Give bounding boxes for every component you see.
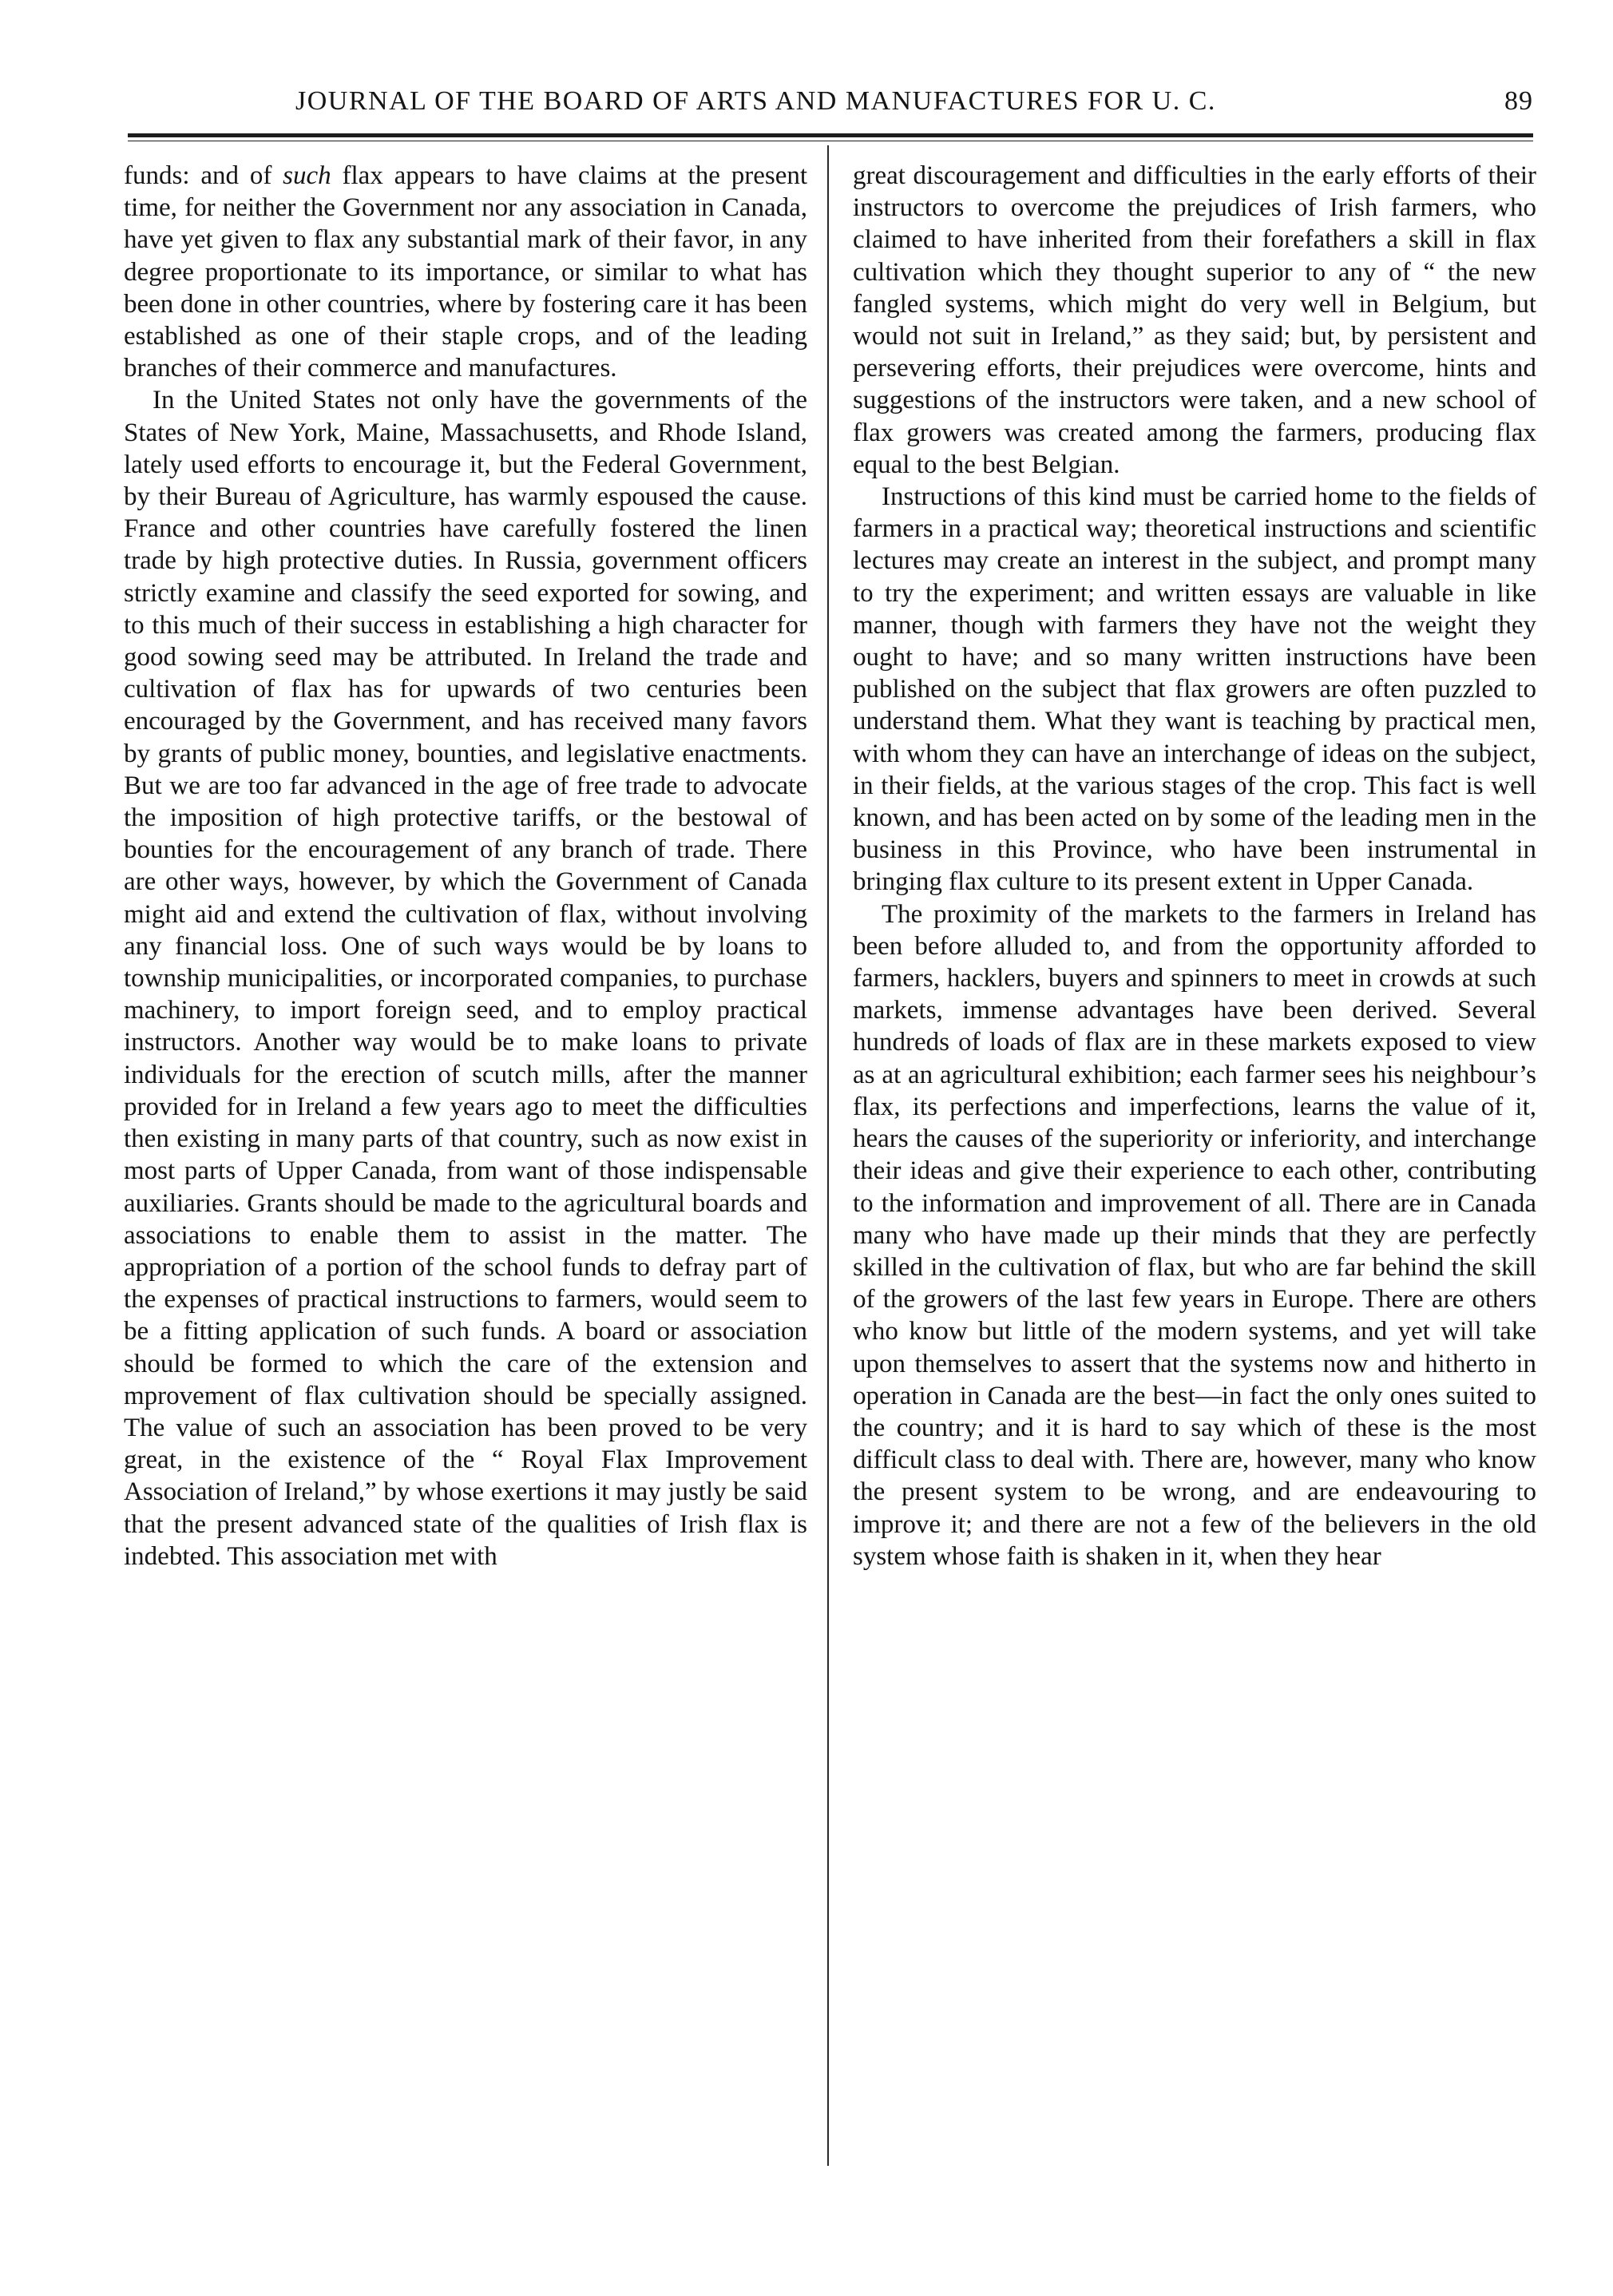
column-divider	[827, 145, 829, 2166]
right-paragraph-3: The proximity of the markets to the farmers in Ireland has been before alluded to, and from the opportunity afforded to farmers, hacklers, buyers and spinners to meet in crowds at such markets, immense advantages have been derived. Several hundreds of loads of flax are in these markets exposed to view as at an agricultural exhibition; each farmer sees his neighbour’s flax, its perfections and imperfections, learns the value of it, hears the causes of the superiority or inferiority, and interchange their ideas and give their experience to each other, contributing to the information and improvement of all. There are in Canada many who have made up their minds that they are perfectly skilled in the cultivation of flax, but who are far behind the skill of the growers of the last few years in Europe. There are others who know but little of the modern systems, and yet will take upon themselves to assert that the systems now and hitherto in operation in Canada are the best—in fact the only ones suited to the country; and it is hard to say which of these is the most difficult class to deal with. There are, however, many who know the present system to be wrong, and are endeavouring to improve it; and there are not a few of the believers in the old system whose faith is shaken in it, when they hear	[853, 899, 1536, 1571]
right-paragraph-2: Instructions of this kind must be carried home to the fields of farmers in a practical way; theoretical instructions and scientific lectures may create an interest in the subject, and prompt many to try the experiment; and written essays are valuable in like manner, though with farmers they have not the weight they ought to have; and so many written instructions have been published on the subject that flax growers are often puzzled to understand them. What they want is teaching by practical men, with whom they can have an interchange of ideas on the subject, in their fields, at the various stages of the crop. This fact is well known, and has been acted on by some of the leading men in the business in this Province, who have been instrumental in bringing flax culture to its present extent in Upper Canada.	[853, 482, 1536, 897]
page-number: 89	[1504, 86, 1533, 116]
left-paragraph-1-before: funds: and of	[124, 161, 283, 190]
left-column	[124, 160, 807, 1572]
page-header	[128, 86, 1533, 134]
left-paragraph-1-after: flax appears to have claims at the present time, for neither the Government nor any association in Canada, have yet given to flax any substantial mark of their favor, in any degree proportionate to its importance, or similar to what has been done in other countries, where by fostering care it has been established as one of their staple crops, and of the leading branches of their commerce and manufactures.	[124, 161, 808, 383]
running-title: JOURNAL OF THE BOARD OF ARTS AND MANUFACTURES FOR U. C.	[295, 86, 1216, 116]
header-rule-thick	[128, 133, 1533, 137]
right-paragraph-1: great discouragement and difficulties in the early efforts of their instructors to overcome the prejudices of Irish farmers, who claimed to have inherited from their forefathers a skill in flax cultivation which they thought superior to any of “ the new fangled systems, which might do very well in Belgium, but would not suit in Ireland,” as they said; but, by persistent and persevering efforts, their prejudices were overcome, hints and suggestions of the instructors were taken, and a new school of flax growers was created among the farmers, producing flax equal to the best Belgian.	[853, 161, 1536, 479]
left-paragraph-1-emphasis: such	[283, 161, 331, 190]
right-column	[853, 160, 1536, 1572]
left-paragraph-1	[124, 160, 807, 384]
left-paragraph-2: In the United States not only have the governments of the States of New York, Maine, Massachusetts, and Rhode Island, lately used efforts to encourage it, but the Federal Government, by their Bureau of Agriculture, has warmly espoused the cause. France and other countries have carefully fostered the linen trade by high protective duties. In Russia, government officers strictly examine and classify the seed exported for sowing, and to this much of their success in establishing a high character for good sowing seed may be attributed. In Ireland the trade and cultivation of flax has for upwards of two centuries been encouraged by the Government, and has received many favors by grants of public money, bounties, and legislative enactments. But we are too far advanced in the age of free trade to advocate the imposition of high protective tariffs, or the bestowal of bounties for the encouragement of any branch of trade. There are other ways, however, by which the Government of Canada might aid and extend the cultivation of flax, without involving any financial loss. One of such ways would be by loans to township municipalities, or incorporated companies, to purchase machinery, to import foreign seed, and to employ practical instructors. Another way would be to make loans to private individuals for the erection of scutch mills, after the manner provided for in Ireland a few years ago to meet the difficulties then existing in many parts of that country, such as now exist in most parts of Upper Canada, from want of those indispensable auxiliaries. Grants should be made to the agricultural boards and associations to enable them to assist in the matter. The appropriation of a portion of the school funds to defray part of the expenses of practical instructions to farmers, would seem to be a fitting application of such funds. A board or association should be formed to which the care of the extension and mprovement of flax cultivation should be specially assigned. The value of such an association has been proved to be very great, in the existence of the “ Royal Flax Improvement Association of Ireland,” by whose exertions it may justly be said that the present advanced state of the qualities of Irish flax is indebted. This association met with	[124, 386, 807, 1571]
